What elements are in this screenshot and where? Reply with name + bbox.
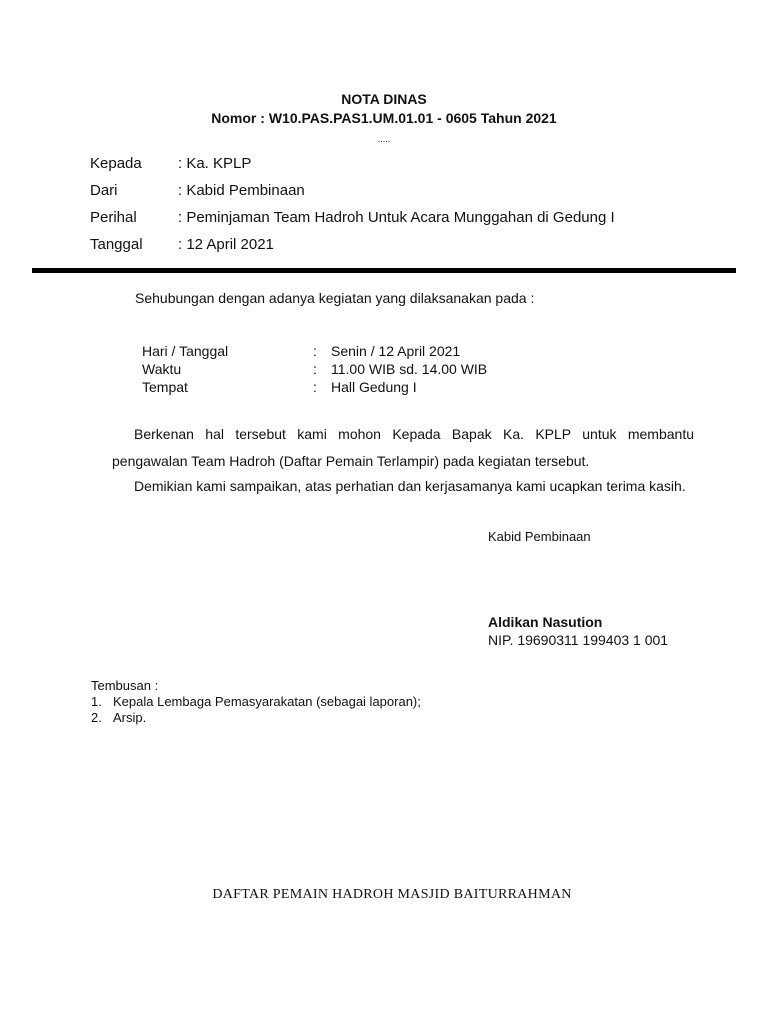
signature-name: Aldikan Nasution [488,614,603,630]
signature-position: Kabid Pembinaan [488,529,591,544]
detail-sep-time: : [313,361,317,377]
meta-label-perihal: Perihal [90,209,137,226]
detail-value-date: Senin / 12 April 2021 [331,343,461,359]
cc-heading: Tembusan : [91,678,159,693]
meta-value-kepada: : Ka. KPLP [178,155,252,172]
cc-item-number: 2. [91,710,102,725]
meta-label-kepada: Kepada [90,155,142,172]
header-divider [32,268,736,273]
intro-text: Sehubungan dengan adanya kegiatan yang dilaksanakan pada : [135,290,535,306]
cc-item-number: 1. [91,694,102,709]
detail-label-time: Waktu [142,361,182,377]
cc-item-text: Kepala Lembaga Pemasyarakatan (sebagai laporan); [113,694,421,709]
detail-sep-date: : [313,343,317,359]
meta-value-tanggal: : 12 April 2021 [178,236,274,253]
detail-value-place: Hall Gedung I [331,379,417,395]
meta-value-perihal: : Peminjaman Team Hadroh Untuk Acara Munggahan di Gedung I [178,209,615,226]
detail-label-place: Tempat [142,379,188,395]
detail-label-date: Hari / Tanggal [142,343,229,359]
dots-line: ..... [377,134,391,144]
attachment-title: DAFTAR PEMAIN HADROH MASJID BAITURRAHMAN [212,887,572,902]
signature-nip: NIP. 19690311 199403 1 001 [488,632,669,648]
cc-item-text: Arsip. [113,710,147,725]
closing-paragraph [112,473,694,500]
meta-label-dari: Dari [90,182,118,199]
document-title: NOTA DINAS [341,91,427,107]
detail-sep-place: : [313,379,317,395]
meta-value-dari: : Kabid Pembinaan [178,182,305,199]
meta-label-tanggal: Tanggal [90,236,143,253]
request-paragraph [112,421,694,475]
closing-text: Demikian kami sampaikan, atas perhatian dan kerjasamanya kami ucapkan terima kasih. [134,478,686,494]
request-text: Berkenan hal tersebut kami mohon Kepada Bapak Ka. KPLP untuk membantu pengawalan Team Hadroh (Daftar Pemain Terlampir) pada kegiatan tersebut. [112,426,694,469]
detail-value-time: 11.00 WIB sd. 14.00 WIB [331,361,488,377]
document-number: Nomor : W10.PAS.PAS1.UM.01.01 - 0605 Tahun 2021 [211,110,557,126]
